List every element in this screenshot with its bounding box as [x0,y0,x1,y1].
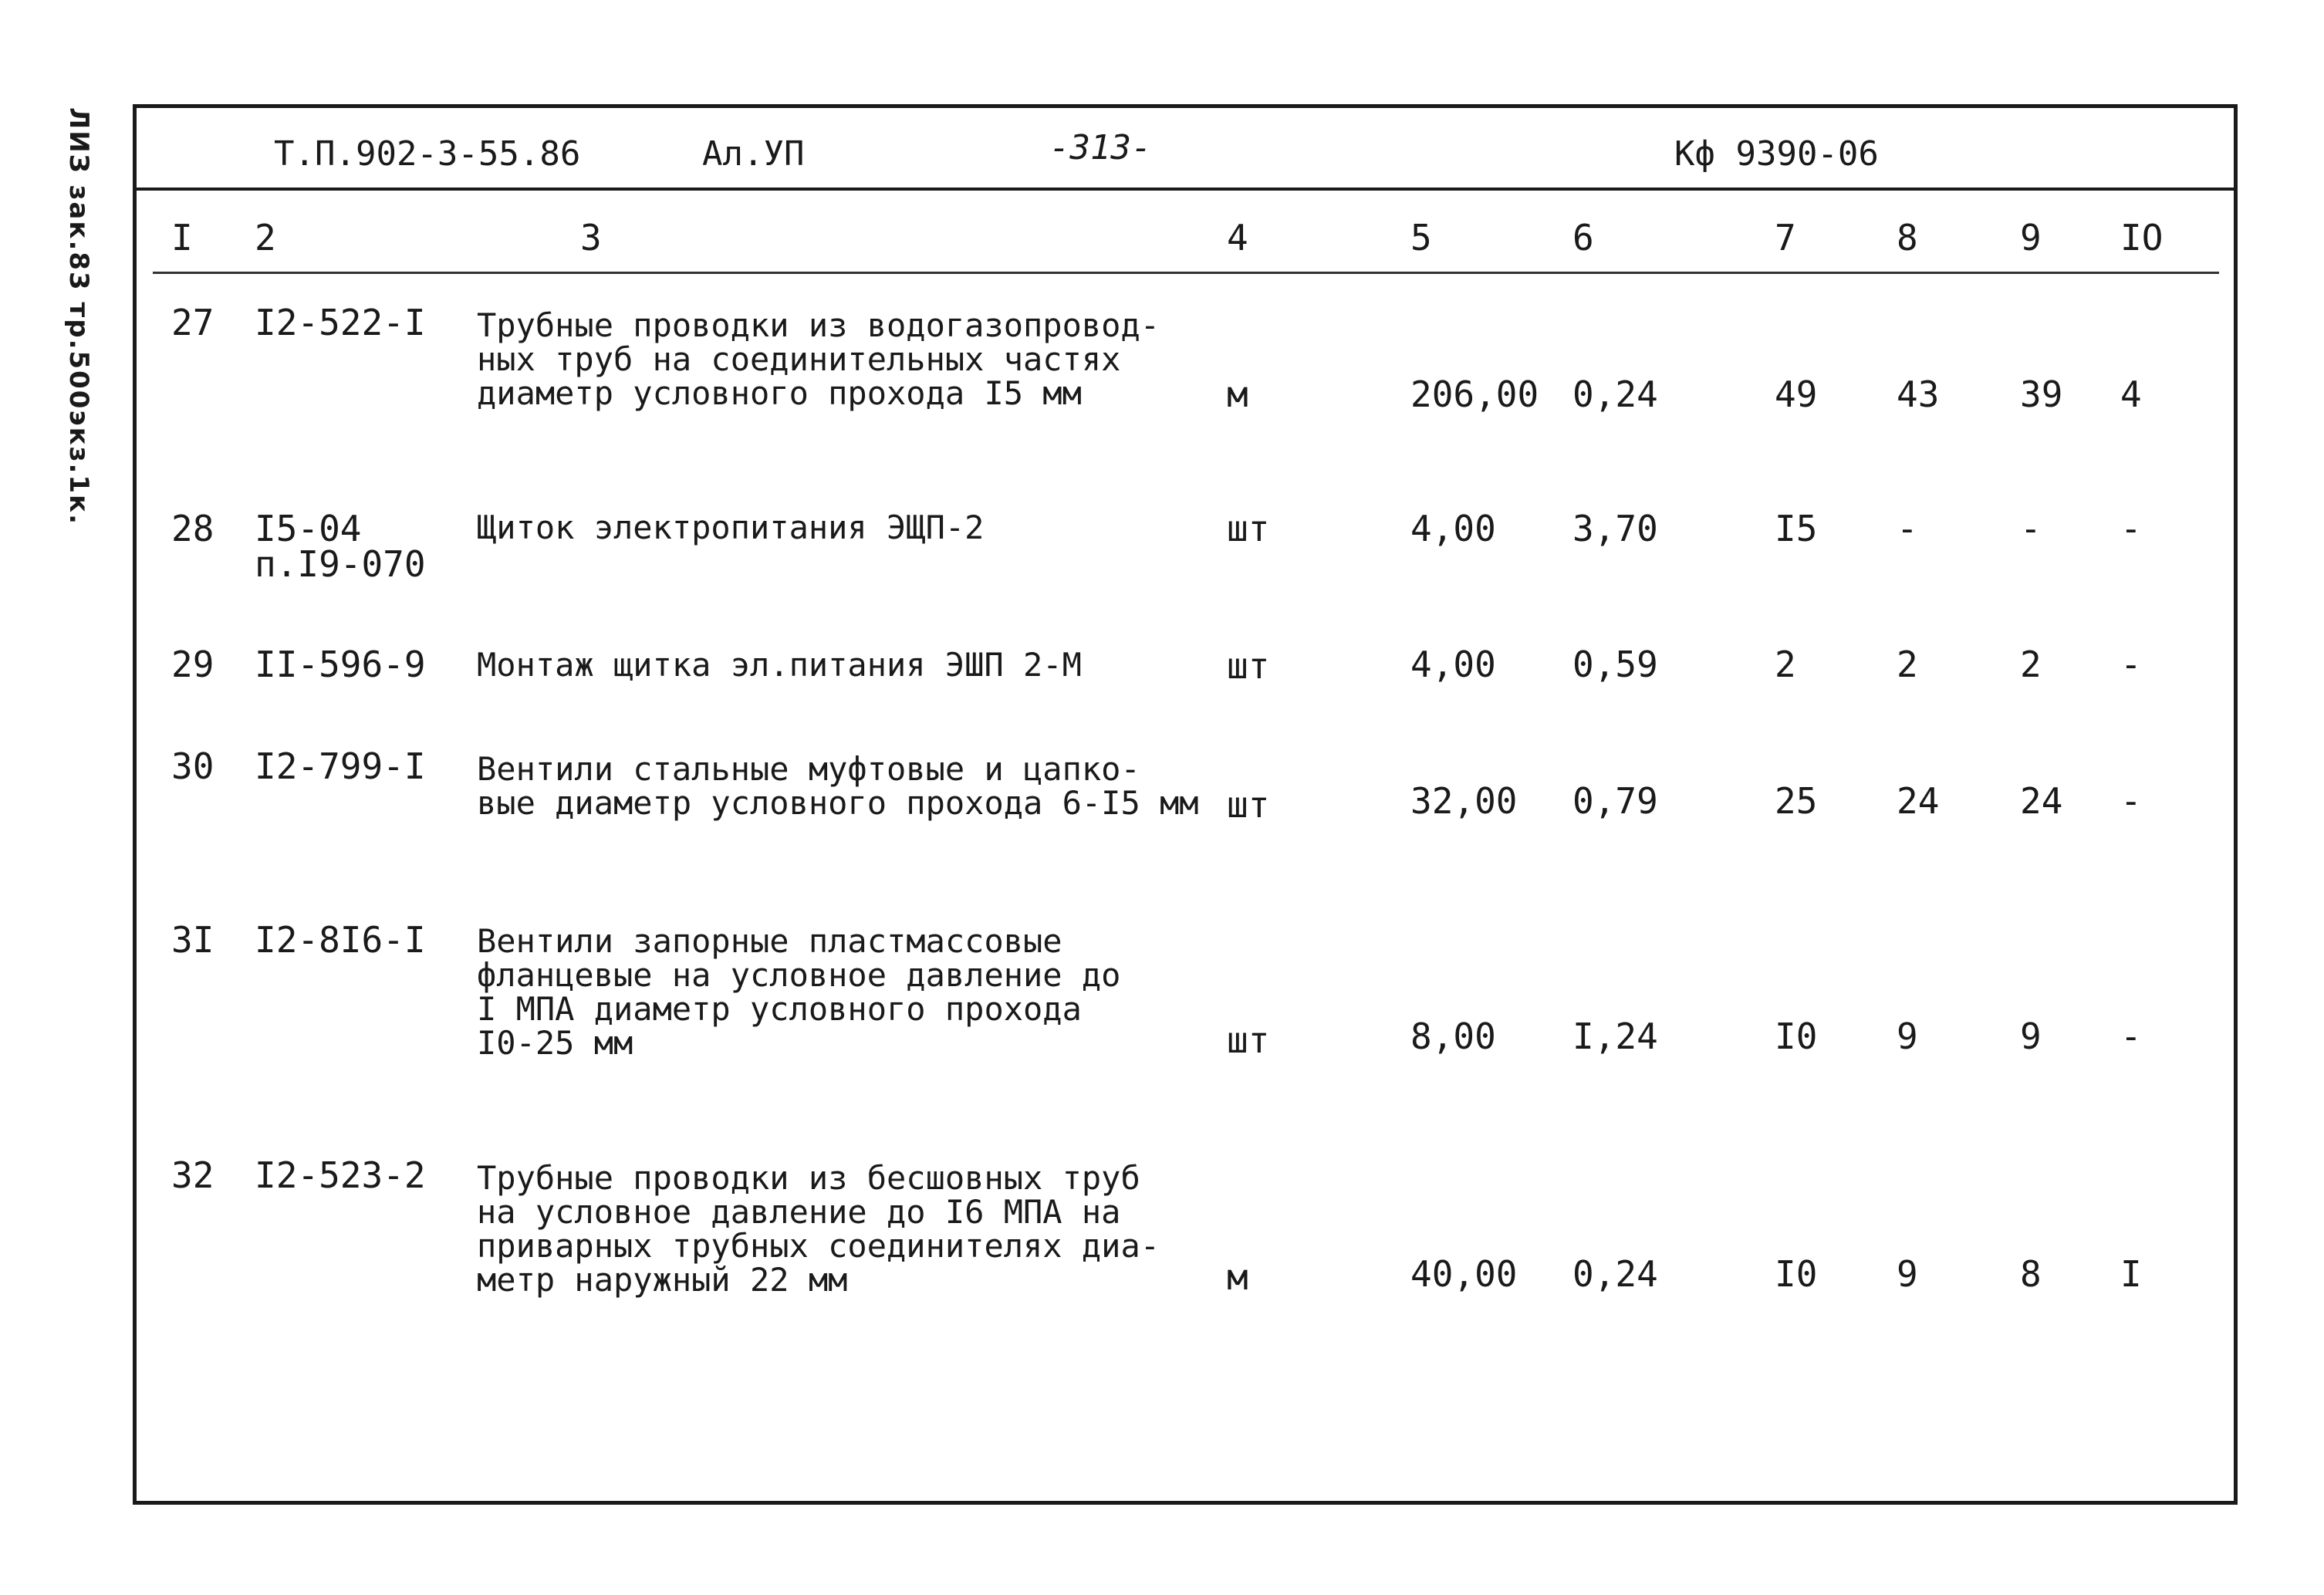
work-description: Вентили стальные муфтовые и цапко- вые диаметр условного прохода 6-I5 мм [477,750,1199,822]
unit: шт [1227,784,1270,826]
column-number-8: 8 [1897,217,1918,259]
row-number: 3I [171,919,214,961]
col-7-value: I0 [1775,1015,1818,1057]
col-8-value: 9 [1897,1015,1918,1057]
row-number: 29 [171,644,214,685]
col-10-value: I [2120,1253,2142,1295]
rate: 0,79 [1572,780,1658,822]
norm-code: I2-8I6-I [255,919,426,961]
column-number-4: 4 [1227,217,1248,259]
col-8-value: 24 [1897,780,1940,822]
col-7-value: I5 [1775,508,1818,549]
unit: м [1227,373,1248,415]
norm-code: II-596-9 [255,644,426,685]
margin-print-note-text: ЛИЗ зак.83 тр.500экз.1к. [63,106,94,526]
row-number: 30 [171,745,214,787]
column-number-3: 3 [580,217,602,259]
rate: 0,59 [1572,644,1658,685]
column-number-10: IO [2120,217,2164,259]
col-9-value: 24 [2020,780,2063,822]
norm-code: I2-522-I [255,302,426,343]
col-9-value: 8 [2020,1253,2042,1295]
quantity: 206,00 [1410,373,1539,415]
row-number: 28 [171,508,214,549]
rate: 0,24 [1572,373,1658,415]
col-9-value: 9 [2020,1015,2042,1057]
col-10-value: 4 [2120,373,2142,415]
col-9-value: 39 [2020,373,2063,415]
col-7-value: 49 [1775,373,1818,415]
col-10-value: - [2120,508,2142,549]
rate: 3,70 [1572,508,1658,549]
unit: шт [1227,645,1270,687]
work-description: Трубные проводки из водогазопровод- ных труб на соединительных частях диаметр условного прохода I5 мм [477,306,1160,412]
album-label: Ал.УП [702,134,805,174]
work-description: Трубные проводки из бесшовных труб на условное давление до I6 МПА на приварных трубных соединителях диа- метр наружный 22 мм [477,1159,1160,1299]
col-8-value: 2 [1897,644,1918,685]
col-10-value: - [2120,780,2142,822]
col-9-value: - [2020,508,2042,549]
margin-print-note [56,106,102,526]
col-8-value: 9 [1897,1253,1918,1295]
doc-code: Т.П.902-3-55.86 [274,134,581,174]
work-description: Монтаж щитка эл.питания ЭШП 2-М [477,646,1082,684]
quantity: 4,00 [1410,644,1496,685]
quantity: 4,00 [1410,508,1496,549]
row-number: 32 [171,1154,214,1196]
column-number-9: 9 [2020,217,2042,259]
column-number-2: 2 [255,217,276,259]
column-number-1: I [171,217,193,259]
norm-code: I2-523-2 [255,1154,426,1196]
unit: шт [1227,1019,1270,1061]
quantity: 32,00 [1410,780,1518,822]
rate: 0,24 [1572,1253,1658,1295]
unit: м [1227,1256,1248,1298]
column-number-7: 7 [1775,217,1796,259]
work-description: Щиток электропитания ЭЩП-2 [477,509,985,546]
quantity: 40,00 [1410,1253,1518,1295]
norm-code: I5-04 п.I9-070 [255,508,426,585]
col-8-value: - [1897,508,1918,549]
unit: шт [1227,508,1270,549]
page-number: -313- [1049,128,1152,167]
col-7-value: 25 [1775,780,1818,822]
column-header-rule [153,272,2219,274]
reference-code: Кф 9390-06 [1674,134,1879,174]
header-rule [133,188,2238,191]
column-number-5: 5 [1410,217,1432,259]
work-description: Вентили запорные пластмассовые фланцевые на условное давление до I МПА диаметр условного прохода I0-25 мм [477,922,1121,1062]
norm-code: I2-799-I [255,745,426,787]
col-7-value: I0 [1775,1253,1818,1295]
col-10-value: - [2120,644,2142,685]
col-9-value: 2 [2020,644,2042,685]
col-7-value: 2 [1775,644,1796,685]
quantity: 8,00 [1410,1015,1496,1057]
row-number: 27 [171,302,214,343]
col-8-value: 43 [1897,373,1940,415]
col-10-value: - [2120,1015,2142,1057]
rate: I,24 [1572,1015,1658,1057]
column-number-6: 6 [1572,217,1594,259]
